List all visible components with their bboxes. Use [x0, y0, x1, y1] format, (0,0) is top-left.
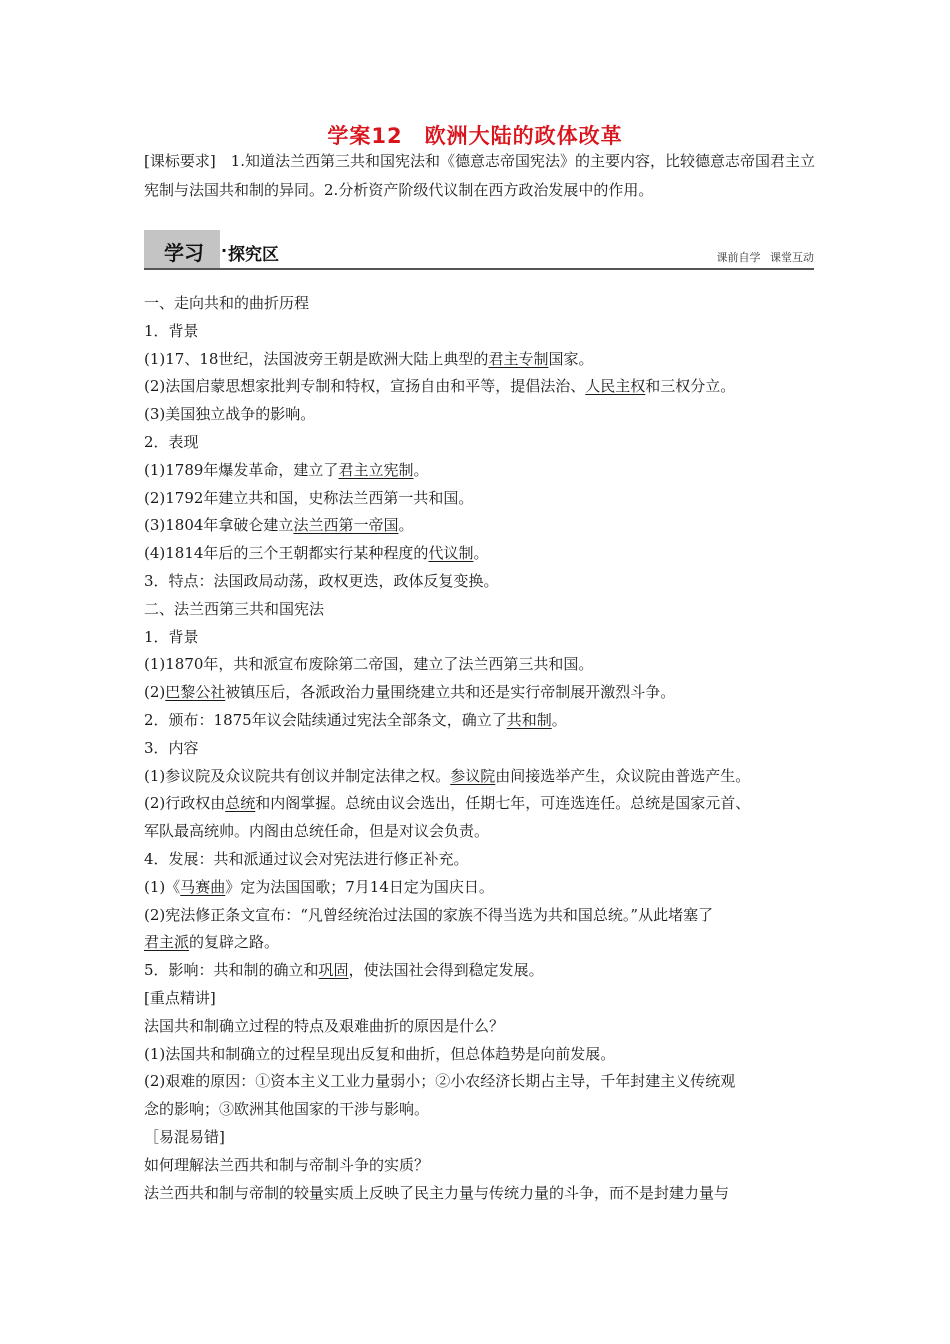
- content-line: [144, 679, 820, 707]
- fill-in-answer: 人民主权: [585, 377, 646, 396]
- content-line: [144, 707, 820, 735]
- line-text: (1)1789年爆发革命，建立了: [144, 460, 339, 479]
- fill-in-answer: 君主派: [144, 933, 190, 952]
- content-line: [144, 818, 820, 846]
- line-text: (2)法国启蒙思想家批判专制和特权，宣扬自由和平等，提倡法治、: [144, 377, 586, 396]
- line-text: 如何理解法兰西共和制与帝制斗争的实质？: [144, 1155, 430, 1174]
- line-text: (3)1804年拿破仑建立: [144, 516, 294, 535]
- content-line: [144, 1096, 820, 1124]
- line-text: 1．背景: [144, 627, 199, 646]
- content-line: [144, 401, 820, 429]
- content-line: [144, 429, 820, 457]
- line-text: 法兰西共和制与帝制的较量实质上反映了民主力量与传统力量的斗争，而不是封建力量与: [144, 1183, 730, 1202]
- line-text: 一、走向共和的曲折历程: [144, 294, 310, 312]
- content-line: [144, 929, 820, 957]
- line-text: (2): [144, 683, 166, 702]
- fill-in-answer: 君主立宪制: [338, 460, 414, 479]
- study-content: [144, 290, 820, 1207]
- line-text: (1)17、18世纪，法国波旁王朝是欧洲大陆上典型的: [144, 349, 489, 368]
- fill-in-answer: 巩固: [318, 961, 349, 980]
- content-line: [144, 346, 820, 374]
- content-line: [144, 290, 820, 318]
- banner-rule: [144, 268, 814, 270]
- line-text: 法国共和制确立过程的特点及艰难曲折的原因是什么？: [144, 1016, 505, 1035]
- fill-in-answer: 马赛曲: [180, 877, 226, 896]
- line-text: 3．内容: [144, 738, 199, 757]
- line-text: (2)行政权由: [144, 794, 226, 813]
- line-text: 念的影响；③欧洲其他国家的干涉与影响。: [144, 1100, 430, 1119]
- line-text: 2．表现: [144, 432, 199, 451]
- content-line: [144, 790, 820, 818]
- line-text: 。: [473, 544, 489, 563]
- line-text: (2)宪法修正条文宣布：“凡曾经统治过法国的家族不得当选为共和国总统。”从此堵塞了: [144, 905, 714, 924]
- line-text: (4)1814年后的三个王朝都实行某种程度的: [144, 544, 429, 563]
- content-line: [144, 624, 820, 652]
- line-text: (1)1870年，共和派宣布废除第二帝国，建立了法兰西第三共和国。: [144, 655, 594, 674]
- line-text: 国家。: [548, 349, 594, 368]
- content-line: [144, 540, 820, 568]
- content-line: [144, 1013, 820, 1041]
- line-text: 。: [413, 460, 429, 479]
- curriculum-requirements: [144, 147, 820, 205]
- content-line: [144, 735, 820, 763]
- line-text: 》定为法国国歌；7月14日定为国庆日。: [225, 877, 494, 896]
- line-text: 4．发展：共和派通过议会对宪法进行修正补充。: [144, 849, 469, 868]
- content-line: [144, 373, 820, 401]
- content-line: [144, 512, 820, 540]
- content-line: [144, 957, 820, 985]
- content-line: [144, 651, 820, 679]
- fill-in-answer: 参议院: [450, 766, 496, 785]
- line-text: 5．影响：共和制的确立和: [144, 961, 319, 980]
- requirements-label: [课标要求]: [144, 152, 216, 170]
- line-text: 军队最高统帅。内阁由总统任命，但是对议会负责。: [144, 822, 490, 841]
- content-line: [144, 318, 820, 346]
- line-text: 。: [551, 710, 567, 729]
- line-text: 的复辟之路。: [189, 933, 280, 952]
- line-text: [重点精讲]: [144, 988, 216, 1007]
- page-title: 学案12 欧洲大陆的政体改革: [327, 124, 623, 148]
- content-line: [144, 874, 820, 902]
- fill-in-answer: 共和制: [506, 710, 552, 729]
- content-line: [144, 902, 820, 930]
- content-line: [144, 1124, 820, 1152]
- line-text: (1)法国共和制确立的过程呈现出反复和曲折，但总体趋势是向前发展。: [144, 1044, 616, 1063]
- line-text: 。: [398, 516, 414, 535]
- fill-in-answer: 法兰西第一帝国: [293, 516, 399, 535]
- content-line: [144, 485, 820, 513]
- content-line: [144, 596, 820, 624]
- line-text: (3)美国独立战争的影响。: [144, 405, 316, 424]
- line-text: ［易混易错]: [144, 1127, 225, 1146]
- fill-in-answer: 巴黎公社: [165, 683, 226, 702]
- requirements-text: 1.知道法兰西第三共和国宪法和《德意志帝国宪法》的主要内容，比较德意志帝国君主立宪制与法国共和制的异同。2.分析资产阶级代议制在西方政治发展中的作用。: [144, 152, 816, 199]
- line-text: (2)艰难的原因：①资本主义工业力量弱小；②小农经济长期占主导，千年封建主义传统观: [144, 1072, 736, 1091]
- fill-in-answer: 总统: [225, 794, 256, 813]
- content-line: [144, 1180, 820, 1208]
- line-text: 和三权分立。: [645, 377, 736, 396]
- line-text: 和内阁掌握。总统由议会选出，任期七年，可连选连任。总统是国家元首、: [255, 794, 751, 813]
- line-text: 1．背景: [144, 321, 199, 340]
- content-line: [144, 846, 820, 874]
- content-line: [144, 1152, 820, 1180]
- content-line: [144, 985, 820, 1013]
- line-text: (1)《: [144, 877, 181, 896]
- banner-subtitle: 探究区: [228, 245, 279, 265]
- content-line: [144, 763, 820, 791]
- line-text: ，使法国社会得到稳定发展。: [348, 961, 544, 980]
- section-banner: [144, 230, 814, 270]
- fill-in-answer: 代议制: [428, 544, 474, 563]
- line-text: 3．特点：法国政局动荡，政权更迭，政体反复变换。: [144, 571, 499, 590]
- line-text: 2．颁布：1875年议会陆续通过宪法全部条文，确立了: [144, 710, 507, 729]
- line-text: 二、法兰西第三共和国宪法: [144, 599, 325, 618]
- content-line: [144, 457, 820, 485]
- content-line: [144, 1068, 820, 1096]
- fill-in-answer: 君主专制: [488, 349, 549, 368]
- banner-separator: ·: [221, 241, 228, 260]
- line-text: 由间接选举产生，众议院由普选产生。: [495, 766, 751, 785]
- line-text: (2)1792年建立共和国，史称法兰西第一共和国。: [144, 488, 474, 507]
- content-line: [144, 1041, 820, 1069]
- line-text: (1)参议院及众议院共有创议并制定法律之权。: [144, 766, 451, 785]
- banner-title: 学习: [164, 241, 204, 265]
- content-line: [144, 568, 820, 596]
- banner-tagline: 课前自学 课堂互动: [716, 251, 814, 264]
- line-text: 被镇压后，各派政治力量围绕建立共和还是实行帝制展开激烈斗争。: [225, 683, 676, 702]
